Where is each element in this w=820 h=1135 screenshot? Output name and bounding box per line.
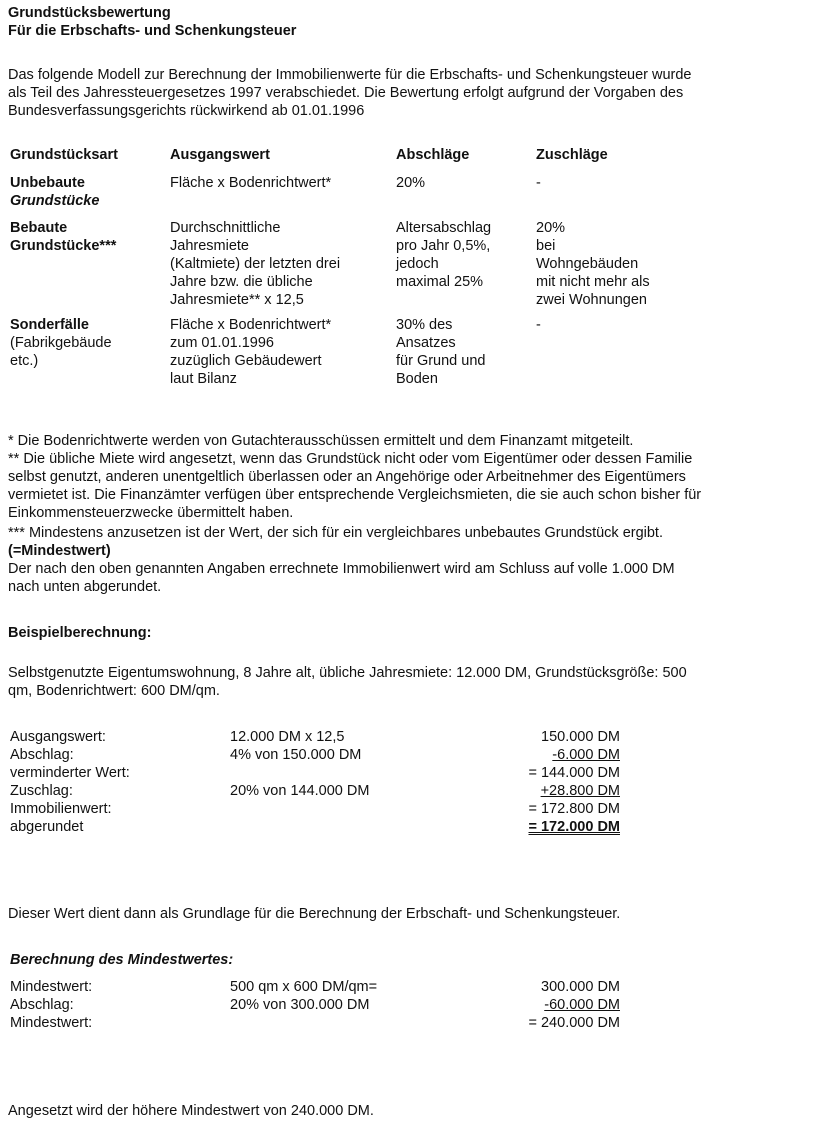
calc-formula: 20% von 300.000 DM [230, 997, 370, 1013]
calc-row [10, 728, 620, 746]
row3-abschlag-line4: Boden [396, 371, 438, 387]
row3-ausgang-line3: zuzüglich Gebäudewert [170, 353, 322, 369]
example-heading: Beispielberechnung: [8, 625, 152, 641]
row3-ausgang-line1: Fläche x Bodenrichtwert* [170, 317, 332, 333]
row3-zuschlag: - [536, 317, 541, 333]
row3-abschlag-line1: 30% des [396, 317, 453, 333]
header-ausgangswert: Ausgangswert [170, 147, 270, 163]
calc-value: 150.000 DM [541, 729, 620, 745]
footnote-2-line1: ** Die übliche Miete wird angesetzt, wenn das Grundstück nicht oder vom Eigentümer oder dessen Familie [8, 451, 693, 467]
row2-ausgang-line2: Jahresmiete [170, 238, 249, 254]
calc-value: = 172.000 DM [528, 819, 620, 835]
row1-art-line1: Unbebaute [10, 175, 85, 191]
row2-zuschlag-line3: Wohngebäuden [536, 256, 639, 272]
row1-abschlag: 20% [396, 175, 426, 191]
footnote-2-line2: selbst genutzt, anderen unentgeltlich überlassen oder an Angehörige oder Arbeitnehmer des Eigentümers [8, 469, 686, 485]
calc-label: Abschlag: [10, 997, 74, 1013]
calc-row [10, 764, 620, 782]
footnote-2-line3: vermietet ist. Die Finanzämter verfügen über entsprechende Vergleichsmieten, die sie auch schon bisher für [8, 487, 702, 503]
intro-line-1: Das folgende Modell zur Berechnung der Immobilienwerte für die Erbschafts- und Schenkungsteuer wurde [8, 67, 692, 83]
example-calculation [10, 728, 620, 836]
row2-zuschlag-line2: bei [536, 238, 556, 254]
mindest-calculation [10, 978, 620, 1032]
footnotes [8, 432, 813, 596]
calc-row [10, 782, 620, 800]
calc-value: = 144.000 DM [528, 765, 620, 781]
row3-art-line3: etc.) [10, 353, 39, 369]
row2-ausgang-line3: (Kaltmiete) der letzten drei [170, 256, 341, 272]
title-line-2: Für die Erbschafts- und Schenkungsteuer [8, 23, 297, 39]
mindest-heading: Berechnung des Mindestwertes: [10, 952, 234, 968]
header-grundstuecksart: Grundstücksart [10, 147, 118, 163]
footnote-2-line4: Einkommensteuerzwecke übermittelt haben. [8, 505, 294, 521]
row2-art-line1: Bebaute [10, 220, 68, 236]
row2-ausgang-line1: Durchschnittliche [170, 220, 281, 236]
row2-ausgang-line4: Jahre bzw. die übliche [170, 274, 313, 290]
calc-row [10, 978, 620, 996]
row3-ausgang-line2: zum 01.01.1996 [170, 335, 274, 351]
row1-zuschlag: - [536, 175, 541, 191]
calc-label: Ausgangswert: [10, 729, 106, 745]
rounding-note-line1: Der nach den oben genannten Angaben errechnete Immobilienwert wird am Schluss auf volle 1.000 DM [8, 561, 675, 577]
row1-art-line2: Grundstücke [10, 193, 100, 209]
row3-abschlag-line2: Ansatzes [396, 335, 456, 351]
row2-zuschlag-line1: 20% [536, 220, 566, 236]
footnote-3-mindestwert: (=Mindestwert) [8, 543, 111, 559]
footnote-3: *** Mindestens anzusetzen ist der Wert, der sich für ein vergleichbares unbebautes Grundstück ergibt. [8, 525, 663, 541]
calc-row [10, 1014, 620, 1032]
row2-abschlag-line3: jedoch [396, 256, 439, 272]
row3-ausgang-line4: laut Bilanz [170, 371, 237, 387]
intro-paragraph [8, 66, 808, 120]
document-title [8, 4, 296, 40]
row1-ausgang: Fläche x Bodenrichtwert* [170, 175, 332, 191]
row2-abschlag-line2: pro Jahr 0,5%, [396, 238, 491, 254]
example-desc-line1: Selbstgenutzte Eigentumswohnung, 8 Jahre alt, übliche Jahresmiete: 12.000 DM, Grundstücksgröße: 500 [8, 665, 687, 681]
footnote-1: * Die Bodenrichtwerte werden von Gutachterausschüssen ermittelt und dem Finanzamt mitgeteilt. [8, 433, 634, 449]
calc-label: Mindestwert: [10, 1015, 93, 1031]
header-zuschlaege: Zuschläge [536, 147, 608, 163]
calc-formula: 20% von 144.000 DM [230, 783, 370, 799]
calc-label: Mindestwert: [10, 979, 93, 995]
calc-row [10, 818, 620, 836]
row2-art-line2: Grundstücke*** [10, 238, 117, 254]
calc-value: -6.000 DM [552, 747, 620, 763]
row3-art-line1: Sonderfälle [10, 317, 89, 333]
calc-label: abgerundet [10, 819, 84, 835]
calc-value: 300.000 DM [541, 979, 620, 995]
intro-line-2: als Teil des Jahressteuergesetzes 1997 verabschiedet. Die Bewertung erfolgt aufgrund der Vorgaben des [8, 85, 684, 101]
calc-value: -60.000 DM [544, 997, 620, 1013]
calc-formula: 500 qm x 600 DM/qm= [230, 979, 378, 995]
calc-value: = 172.800 DM [528, 801, 620, 817]
calc-label: Zuschlag: [10, 783, 73, 799]
row2-zuschlag-line4: mit nicht mehr als [536, 274, 650, 290]
calc-value: = 240.000 DM [528, 1015, 620, 1031]
calc-formula: 12.000 DM x 12,5 [230, 729, 345, 745]
calc-value: +28.800 DM [540, 783, 620, 799]
title-line-1: Grundstücksbewertung [8, 5, 171, 21]
calc-label: Abschlag: [10, 747, 74, 763]
row2-zuschlag-line5: zwei Wohnungen [536, 292, 647, 308]
calc-row [10, 996, 620, 1014]
calc-row [10, 800, 620, 818]
basis-text: Dieser Wert dient dann als Grundlage für die Berechnung der Erbschaft- und Schenkungsteuer. [8, 906, 621, 922]
row2-ausgang-line5: Jahresmiete** x 12,5 [170, 292, 304, 308]
intro-line-3: Bundesverfassungsgerichts rückwirkend ab 01.01.1996 [8, 103, 365, 119]
calc-formula: 4% von 150.000 DM [230, 747, 362, 763]
row3-art-line2: (Fabrikgebäude [10, 335, 112, 351]
row2-abschlag-line1: Altersabschlag [396, 220, 492, 236]
calc-label: verminderter Wert: [10, 765, 130, 781]
header-abschlaege: Abschläge [396, 147, 470, 163]
example-desc-line2: qm, Bodenrichtwert: 600 DM/qm. [8, 683, 220, 699]
rounding-note-line2: nach unten abgerundet. [8, 579, 162, 595]
conclusion-text: Angesetzt wird der höhere Mindestwert von 240.000 DM. [8, 1103, 374, 1119]
calc-label: Immobilienwert: [10, 801, 112, 817]
calc-row [10, 746, 620, 764]
row2-abschlag-line4: maximal 25% [396, 274, 484, 290]
row3-abschlag-line3: für Grund und [396, 353, 486, 369]
